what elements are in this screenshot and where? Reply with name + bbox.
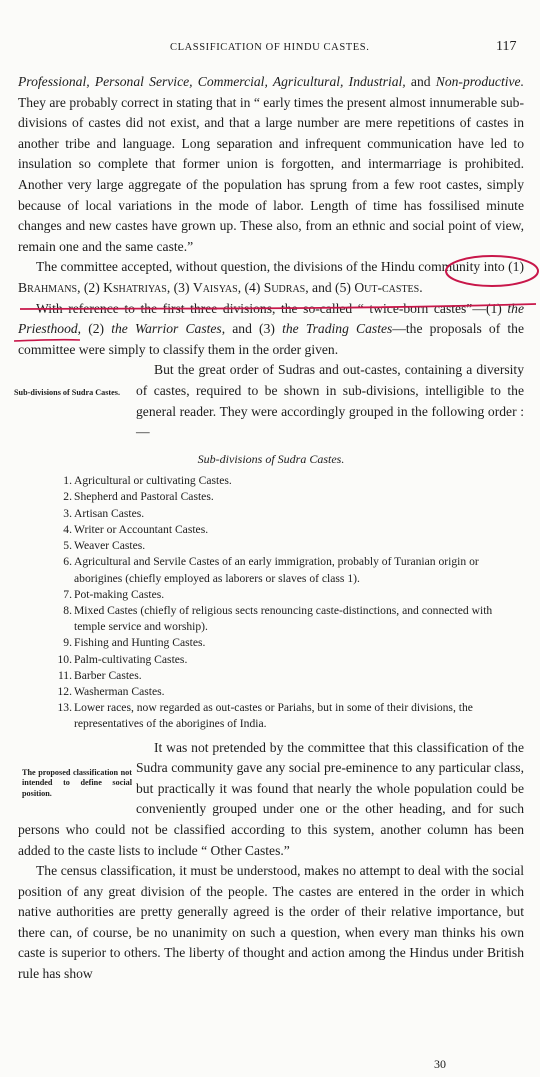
twice-born-text-end: —the proposals of the committee were simply to classify them in the order given. bbox=[18, 321, 524, 357]
list-item bbox=[18, 522, 524, 538]
list-item-text: Mixed Castes (chiefly of religious sects renouncing caste-distinctions, and connected with temple service and worship). bbox=[74, 603, 493, 634]
list-item bbox=[18, 506, 524, 522]
running-title: CLASSIFICATION OF HINDU CASTES. bbox=[170, 42, 370, 53]
paragraph-sudras bbox=[18, 360, 524, 442]
list-item bbox=[18, 668, 524, 684]
term-priesthood: the Priesthood bbox=[18, 300, 524, 337]
conjunction: and bbox=[405, 74, 436, 89]
sudra-subdivision-list bbox=[18, 473, 524, 732]
list-item bbox=[18, 635, 524, 651]
main-text bbox=[14, 72, 524, 985]
list-item bbox=[18, 603, 524, 635]
margin-note-classification: The proposed classification not intended to define social position. bbox=[22, 767, 132, 798]
term-vaisyas: Vaisyas bbox=[192, 279, 238, 295]
list-item-number: 7. bbox=[63, 587, 72, 601]
term-trading: the Trading Castes bbox=[282, 321, 393, 337]
list-item bbox=[18, 652, 524, 668]
list-item-text: Washerman Castes. bbox=[74, 684, 165, 698]
list-item-number: 11. bbox=[57, 668, 72, 682]
margin-note-sudra: Sub-divisions of Sudra Castes. bbox=[14, 388, 121, 398]
list-item-text: Agricultural and Servile Castes of an early immigration, probably of Turanian origin or aborigines (chiefly employed as laborers or slaves of class 1). bbox=[74, 555, 479, 585]
list-item-number: 4. bbox=[63, 522, 72, 536]
list-title: Sub-divisions of Sudra Castes. bbox=[197, 451, 345, 466]
list-item-number: 1. bbox=[63, 474, 72, 488]
list-item bbox=[18, 538, 524, 554]
sep: , and (3) bbox=[221, 321, 283, 337]
list-item-number: 5. bbox=[63, 539, 72, 553]
classification-block bbox=[18, 738, 524, 862]
list-item-text: Barber Castes. bbox=[74, 668, 142, 682]
list-item-text: Weaver Castes. bbox=[74, 539, 146, 553]
paragraph-twice-born bbox=[18, 299, 524, 361]
page-number: 117 bbox=[496, 39, 517, 54]
term-brahmans: Brahmans bbox=[18, 279, 78, 295]
sep: , (2) bbox=[77, 279, 104, 295]
sudra-block bbox=[14, 360, 524, 442]
list-item-number: 2. bbox=[63, 490, 72, 504]
italic-categories: Professional, Personal Service, Commercial, Agricultural, Industrial, bbox=[18, 74, 406, 89]
list-item-number: 12. bbox=[57, 684, 72, 698]
list-item-text: Lower races, now regarded as out-castes or Pariahs, but in some of their divisions, the representatives of the aborigines of India. bbox=[74, 701, 473, 731]
list-item bbox=[18, 700, 524, 732]
twice-born-text: With reference to the first three divisions, the so-called “ twice-born castes”—(1) bbox=[36, 300, 508, 316]
term-warrior: the Warrior Castes bbox=[111, 321, 222, 337]
list-item-text: Shepherd and Pastoral Castes. bbox=[74, 490, 214, 504]
italic-nonproductive: Non-productive. bbox=[435, 74, 524, 89]
list-item-number: 9. bbox=[63, 636, 72, 650]
list-item bbox=[18, 684, 524, 700]
list-item-number: 13. bbox=[57, 701, 72, 715]
list-item-text: Writer or Accountant Castes. bbox=[74, 522, 209, 536]
list-item bbox=[18, 473, 524, 489]
list-item-number: 8. bbox=[63, 603, 72, 617]
paragraph-sudras-text: But the great order of Sudras and out-castes, containing a diversity of castes, required to be shown in sub-divisions, intelligible to the general reader. They were accordingly grouped in the following order :— bbox=[136, 362, 524, 440]
list-item-text: Fishing and Hunting Castes. bbox=[74, 636, 206, 650]
list-item-number: 6. bbox=[63, 555, 72, 569]
list-item-text: Palm-cultivating Castes. bbox=[74, 652, 188, 666]
paragraph-categories-text: They are probably correct in stating that in “ early times the present almost innumerable sub-divisions of castes did not exist, and that a large number are mere repetitions of castes in another tribe and language. Long separation and infrequent communication have led to insulation so complete that former union is forgotten, and intermarriage is prohibited. Another very large aggregate of the population has sprung from a few root castes, simply because of local variations in the mode of labor. Length of time has fossilised minute changes and new castes have grown up. These also, from an ethnic and social point of view, remain one and the same caste.” bbox=[18, 94, 524, 254]
list-item bbox=[18, 489, 524, 505]
list-item-text: Artisan Castes. bbox=[74, 506, 145, 520]
paragraph-categories bbox=[18, 72, 524, 257]
divisions-text: The committee accepted, without question, the divisions of the Hindu community into (1) bbox=[36, 259, 524, 275]
term-outcastes: Out-castes. bbox=[354, 279, 423, 295]
list-item-number: 10. bbox=[57, 652, 72, 666]
signature-mark: 30 bbox=[434, 1057, 446, 1071]
list-item-text: Pot-making Castes. bbox=[74, 587, 165, 601]
sep: , (2) bbox=[77, 321, 112, 337]
paragraph-census: The census classification, it must be understood, makes no attempt to deal with the social position of any great division of the people. The castes are entered in the order in which native authorities are pretty generally agreed is the order of their relative importance, but there can, of course, be no unanimity on such a question, when every man thinks his own caste is superior to others. The liberty of thought and action among the Hindus under British rule has show bbox=[18, 863, 524, 982]
list-item-text: Agricultural or cultivating Castes. bbox=[74, 474, 232, 488]
paragraph-divisions bbox=[18, 257, 524, 298]
term-sudras: Sudras bbox=[263, 279, 306, 295]
sep: , (4) bbox=[237, 279, 264, 295]
list-item bbox=[18, 554, 524, 586]
sep: , (3) bbox=[166, 279, 193, 295]
list-item-number: 3. bbox=[63, 506, 72, 520]
paragraph-classification: It was not pretended by the committee that this classification of the Sudra community gave any social pre-eminence to any particular class, but practically it was found that nearly the whole population could be conveniently grouped under one or the other heading, and for such persons who could not be classified according to this system, another column has been added to the caste lists to include “ Other Castes.” bbox=[18, 739, 524, 858]
sep: , and (5) bbox=[305, 279, 355, 295]
term-kshatriyas: Kshatriyas bbox=[103, 279, 167, 295]
list-item bbox=[18, 587, 524, 603]
